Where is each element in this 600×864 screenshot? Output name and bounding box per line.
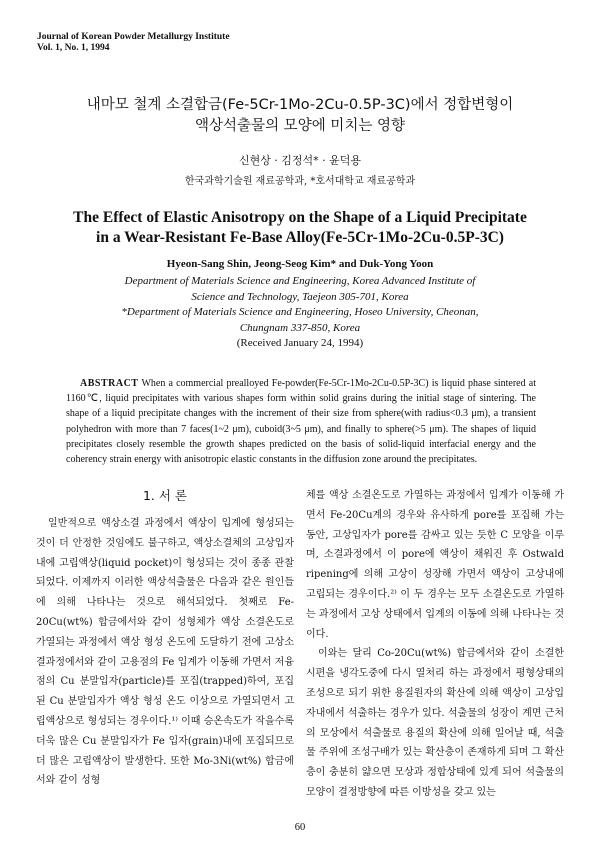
korean-title-line1: 내마모 철계 소결합금(Fe-5Cr-1Mo-2Cu-0.5P-3C)에서 정합변형이 <box>86 97 514 113</box>
korean-title-line2: 액상석출물의 모양에 미치는 영향 <box>195 118 405 134</box>
korean-title <box>0 95 600 137</box>
korean-affiliation: 한국과학기술원 재료공학과, *호서대학교 재료공학과 <box>184 176 416 187</box>
received-date: (Received January 24, 1994) <box>236 337 364 349</box>
abstract-label: ABSTRACT <box>80 378 139 389</box>
journal-volume: Vol. 1, No. 1, 1994 <box>37 43 110 53</box>
left-column <box>36 486 294 791</box>
right-column <box>306 486 564 803</box>
affiliation-line3: *Department of Materials Science and Engineering, Hoseo University, Cheonan, <box>121 306 479 318</box>
section-heading-introduction: 1. 서 론 <box>142 488 188 503</box>
body-paragraph: 체를 액상 소결온도로 가열하는 과정에서 입계가 이동해 가면서 Fe-20Cu계의 경우와 유사하게 pore를 포집해 가는 동안, 고상입자가 pore를 감싸고 있는 듯한 C 모양을 이루며, 소결과정에서 이 pore에 액상이 채워진 후 Ostwald ripening에 의해 고상이 성장해 가면서 액상이 고상내에 고립되는 경우이다.²⁾ 이 두 경우는 모두 소결온도로 가열하는 과정에서 고상 상태에서 입계의 이동에 의해 나타나는 것이다. <box>306 490 564 640</box>
abstract-text: When a commercial prealloyed Fe-powder(Fe-5Cr-1Mo-2Cu-0.5P-3C) is liquid phase sintered at 1160℃, liquid precipitates with various shapes form within solid grains during the initial stage of sintering. The shape of a liquid precipitate changes with the increment of their size from sphere(with radius<0.3 μm), a transient polyhedron with more than 7 faces(1~2 μm), cuboid(3~5 μm), and finally to sphere(>5 μm). The shapes of liquid precipitates closely resemble the growth shapes predicted on the basis of solid-liquid interfacial energy and the coherency strain energy with anisotropic elastic constants in the diffusion zone around the precipitates. <box>66 378 536 466</box>
abstract <box>66 376 536 467</box>
affiliation-line1: Department of Materials Science and Engineering, Korea Advanced Institute of <box>124 275 476 287</box>
body-paragraph: 일반적으로 액상소결 과정에서 액상이 입계에 형성되는 것이 더 안정한 것임에도 불구하고, 액상소결체의 고상입자 내에 고립액상(liquid pocket)이 형성되는 것이 종종 관찰되었다. 이제까지 이러한 액상석출물은 다음과 같은 원인들에 의해 나타나는 것으로 해석되었다. 첫째로 Fe-20Cu(wt%) 합금에서와 같이 성형체가 액상 소결온도로 가열되는 과정에서 액상 형성 온도에 도달하기 전에 고상소결과정에서와 같이 고용점의 Fe 입계가 이동해 가면서 저융점의 Cu 분말입자(particle)를 포집(trapped)하여, 포집된 Cu 분말입자가 액상 형성 온도 이상으로 가열되면서 고립액상으로 형성되는 경우이다.¹⁾ 이때 승온속도가 작을수록 더욱 많은 Cu 분말입자가 Fe 입자(grain)내에 포집되므로 더 많은 고립액상이 발생한다. 또한 Mo-3Ni(wt%) 합금에서와 같이 성형 <box>36 518 294 787</box>
journal-name: Journal of Korean Powder Metallurgy Institute <box>37 32 230 42</box>
affiliation-line4: Chungnam 337-850, Korea <box>239 321 361 334</box>
english-title <box>0 208 600 248</box>
korean-authors: 신현상 · 김정석* · 윤덕용 <box>238 154 362 167</box>
english-title-line1: The Effect of Elastic Anisotropy on the Shape of a Liquid Precipitate <box>73 209 527 226</box>
journal-header <box>37 32 230 54</box>
page-number: 60 <box>294 822 306 833</box>
affiliation-line2: Science and Technology, Taejeon 305-701, Korea <box>191 290 409 303</box>
body-paragraph: 이와는 달리 Co-20Cu(wt%) 합금에서와 같이 소결한 시편을 냉각도중에 다시 열처리 하는 과정에서 평형상태의 조성으로 되기 위한 용질원자의 확산에 의해 액상이 고상입자내에서 석출하는 경우가 있다. 석출물의 성장이 계면 근처의 모상에서 석출물로 용질의 확산에 의해 일어날 때, 석출물 주위에 조성구배가 있는 확산층이 존재하게 되며 그 확산층이 충분히 얇으면 모상과 정합상태에 있게 되어 석출물의 모양이 결정방향에 따른 이방성을 갖고 있는 <box>306 648 564 798</box>
english-authors: Hyeon-Sang Shin, Jeong-Seog Kim* and Duk-Yong Yoon <box>166 258 434 270</box>
english-title-line2: in a Wear-Resistant Fe-Base Alloy(Fe-5Cr-1Mo-2Cu-0.5P-3C) <box>96 229 504 246</box>
english-affiliation <box>0 274 600 352</box>
